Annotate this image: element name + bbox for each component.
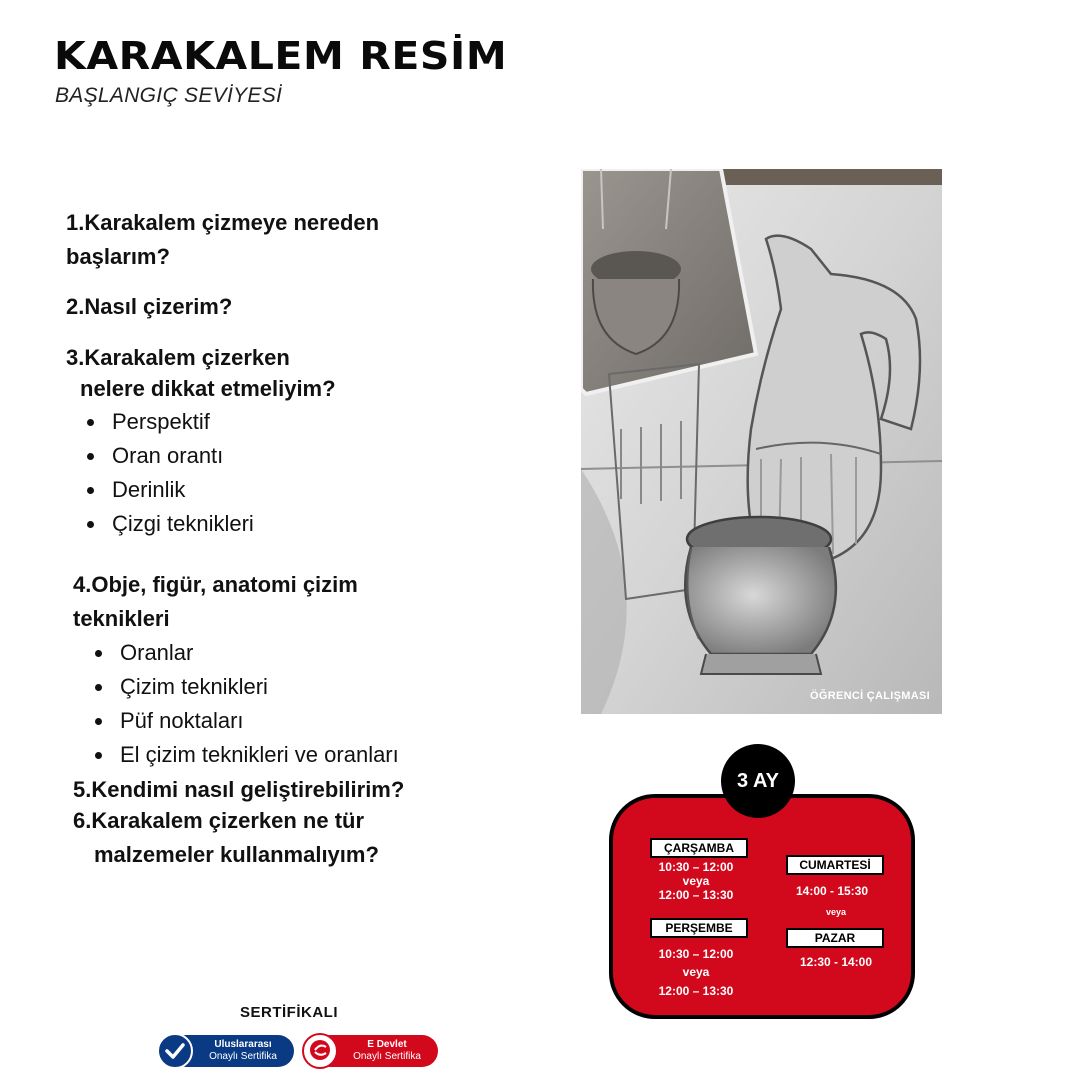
intl-badge-line-2: Onaylı Sertifika — [209, 1051, 277, 1062]
day-label-carsamba: ÇARŞAMBA — [650, 838, 748, 858]
time-persembe-or: veya — [682, 965, 710, 979]
question-4-line-1: 4.Obje, figür, anatomi çizim — [73, 572, 358, 597]
question-2: 2.Nasıl çizerim? — [66, 294, 233, 319]
edevlet-badge-line-2: Onaylı Sertifika — [353, 1051, 421, 1062]
time-cumartesi-or: veya — [825, 907, 847, 917]
list-item: Derinlik — [84, 473, 185, 507]
question-1-line-1: 1.Karakalem çizmeye nereden — [66, 210, 380, 235]
sketch-illustration — [581, 169, 942, 714]
list-item: Çizgi teknikleri — [84, 507, 254, 541]
list-item: Oranlar — [92, 636, 193, 670]
list-item: Oran orantı — [84, 439, 223, 473]
duration-badge: 3 AY — [721, 744, 795, 818]
intl-badge-line-1: Uluslararası — [214, 1039, 272, 1050]
time-pazar-slot-1: 12:30 - 14:00 — [799, 955, 873, 969]
photo-caption: ÖĞRENCİ ÇALIŞMASI — [810, 690, 930, 702]
checkmark-icon — [157, 1033, 193, 1069]
question-3-line-1: 3.Karakalem çizerken — [66, 345, 290, 370]
edevlet-badge-line-1: E Devlet — [367, 1039, 407, 1050]
page-title: KARAKALEM RESİM — [54, 34, 508, 78]
question-3-line-2: nelere dikkat etmeliyim? — [80, 376, 336, 401]
question-5: 5.Kendimi nasıl geliştirebilirim? — [73, 777, 405, 802]
question-6-line-1: 6.Karakalem çizerken ne tür — [73, 808, 365, 833]
edevlet-logo-icon — [302, 1033, 338, 1069]
page-subtitle: BAŞLANGIÇ SEVİYESİ — [55, 84, 283, 107]
day-label-pazar: PAZAR — [786, 928, 884, 948]
question-1-line-2: başlarım? — [66, 244, 170, 269]
time-persembe-slot-1: 10:30 – 12:00 — [658, 947, 734, 961]
time-carsamba-or: veya — [682, 874, 710, 888]
question-4-line-2: teknikleri — [73, 606, 170, 631]
time-persembe-slot-2: 12:00 – 13:30 — [658, 984, 734, 998]
student-drawing-photo — [581, 169, 942, 714]
day-label-cumartesi: CUMARTESİ — [786, 855, 884, 875]
time-carsamba-slot-1: 10:30 – 12:00 — [658, 860, 734, 874]
list-item: El çizim teknikleri ve oranları — [92, 738, 399, 772]
list-item: Çizim teknikleri — [92, 670, 268, 704]
time-cumartesi-slot-1: 14:00 - 15:30 — [795, 884, 869, 898]
list-item: Püf noktaları — [92, 704, 244, 738]
list-item: Perspektif — [84, 405, 210, 439]
day-label-persembe: PERŞEMBE — [650, 918, 748, 938]
question-6-line-2: malzemeler kullanmalıyım? — [94, 842, 379, 867]
time-carsamba-slot-2: 12:00 – 13:30 — [658, 888, 734, 902]
certificate-label: SERTİFİKALI — [240, 1004, 338, 1021]
